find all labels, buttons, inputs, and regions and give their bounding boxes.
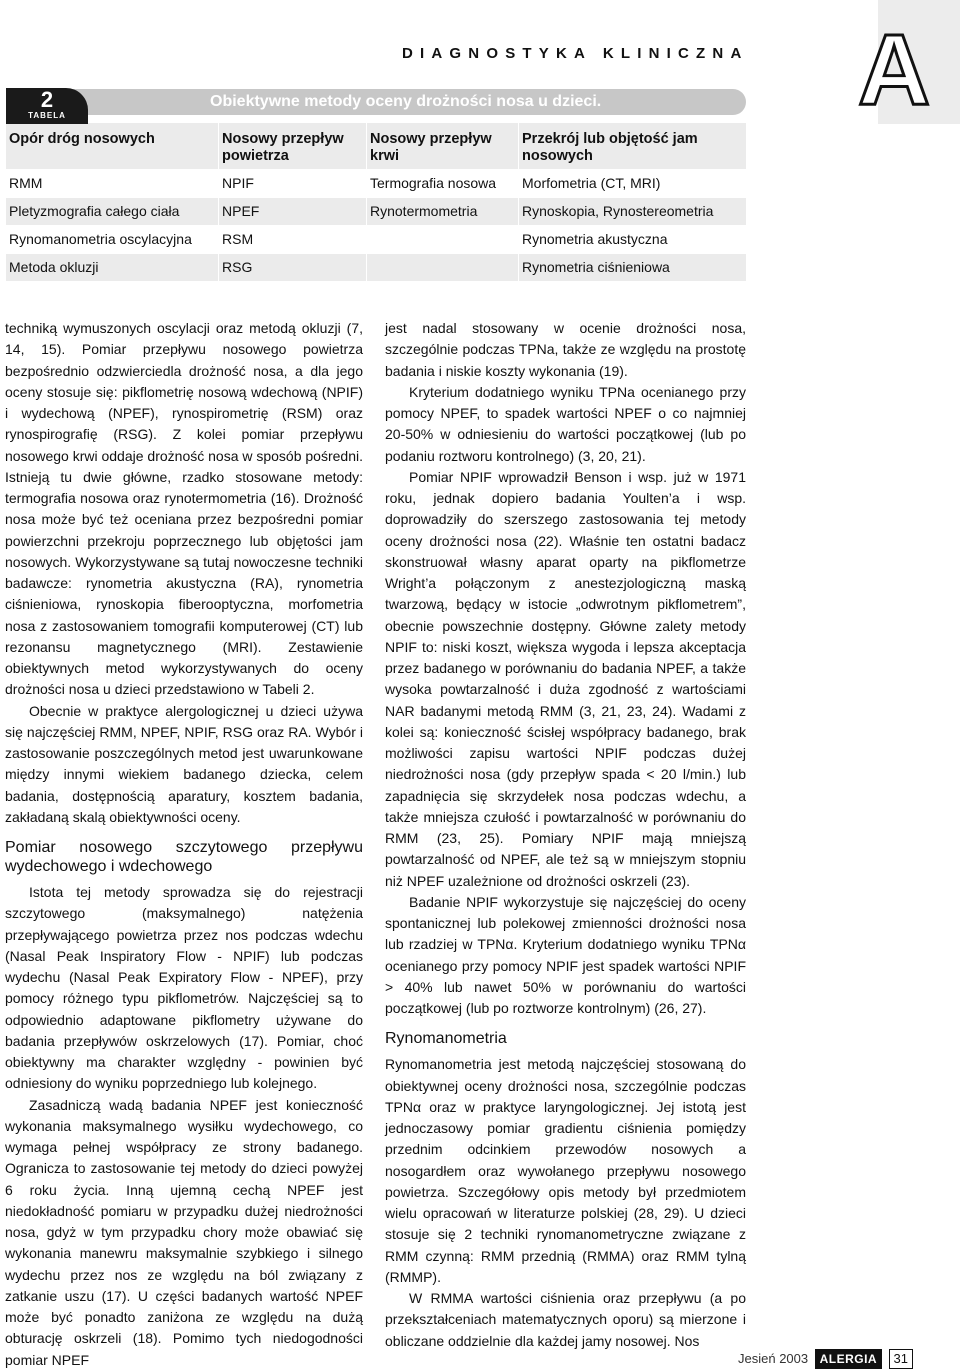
paragraph: Zasadniczą wadą badania NPEF jest konieczność wykonania maksymalnego wysiłku wydechowego, co wymaga pełnej współpracy ze strony badanego. Ogranicza to zastosowanie tej metody do dzieci powyżej 6 roku życia. Inną ujemną cechą NPEF jest niedokładność pomiaru w przypadku dużej niedrożności nosa, gdyż w tym przypadku chory może obawiać się wykonania manewru maksymalnie szybkiego i silnego wydechu przez nos ze względu na ból związany z zatkanie uszu (17). U części badanych wartość NPEF może być ponadto zaniżona ze względu na dużą obturację oskrzeli (18). Pomimo tych niedogodności pomiar NPEF [5,1096,363,1368]
page-footer [738,1349,913,1369]
paragraph: Kryterium dodatniego wyniku TPNa ocenianego przy pomocy NPEF, to spadek wartości NPEF o co najmniej 20-50% w odniesieniu do wartości początkowej (lub po podaniu roztworu kontrolnego) (3, 20, 21). [385,383,746,464]
table-header-cell: Opór dróg nosowych [6,123,218,169]
paragraph: jest nadal stosowany w ocenie drożności nosa, szczególnie podczas TPNa, także ze względu na prostotę badania i niskie koszty wykonania (19). [385,320,746,379]
table-row [6,170,746,197]
table-header-row [6,123,746,169]
section-heading: Rynomanometria [385,1030,507,1048]
paragraph: Pomiar NPIF wprowadził Benson i wsp. już w 1971 roku, jednak dopiero badania Youlten’a i wsp. doprowadziły do szerszego zastosowania tej metody oceny drożności nosa (22). Właśnie ten ostatni badacz skonstruował własny aparat oparty na pikflometrze Wright’a połączonym z anestezjologiczną maską twarzową, będący w istocie „odwrotnym pikflometrem”, obecnie powszechnie dostępny. Główne zalety metody NPIF to: niski koszt, większa wygoda i lepsza akceptacja przez badanego w porównaniu do badania NPEF, a także wysoka powtarzalność i duża zgodność z wartościami NAR badanymi metodą RMM (3, 21, 23, 24). Wadami z kolei są: konieczność ścisłej współpracy badanego, brak możliwości zapisu wartości NPIF podczas dużej niedrożności nosa (gdy przepływ spada < 20 l/min.) lub zapadnięcia się skrzydełek nosa podczas wdechu, a także mniejsza czułość i powtarzalność w porównaniu do RMM (23, 25). Pomiary NPIF mają mniejszą powtarzalność od NPEF, ale też są w mniejszym stopniu niż NPEF uzależnione od drożności oskrzeli (23). [385,468,746,889]
table-row [6,226,746,253]
table-badge [6,88,88,124]
paragraph: W RMMA wartości ciśnienia oraz przepływu (a po przekształceniach matematycznych oporu) są mierzone i obliczane oddzielnie dla każdej jamy nosowej. Nos [385,1290,746,1349]
table-cell: Rynometria ciśnieniowa [518,254,746,281]
table-cell: Rynometria akustyczna [518,226,746,253]
left-column [5,318,363,1371]
table-cell: Rynomanometria oscylacyjna [9,231,192,247]
corner-letter-logo: A [858,14,931,126]
table-cell: Rynotermometria [366,198,518,225]
table-cell: Termografia nosowa [366,170,518,197]
methods-table [6,88,746,282]
table-cell: NPIF [218,170,366,197]
paragraph: Badanie NPIF wykorzystuje się najczęściej do oceny spontanicznej lub polekowej zmienności drożności nosa lub rzadziej w TPNα. Kryterium dodatniego wyniku TPNα ocenianego przy pomocy NPIF jest spadek wartości NPIF > 40% lub nawet 50% w porównaniu do wartości początkowej (lub po roztworze kontrolnym) (26, 27). [385,893,746,1016]
table-cell: Rynoskopia, Rynostereometria [518,198,746,225]
page-number: 31 [889,1349,913,1369]
table-number: 2 [40,87,54,112]
table-header-cell: Nosowy przepływ krwi [366,123,518,169]
footer-brand: ALERGIA [815,1349,883,1369]
table-cell: RMM [9,175,43,191]
section-heading: Pomiar nosowego szczytowego przepływu wydechowego i wdechowego [5,839,363,875]
table-cell: RSG [218,254,366,281]
table-cell: Morfometria (CT, MRI) [518,170,746,197]
section-header: DIAGNOSTYKA KLINICZNA [402,45,749,62]
table-body [6,122,746,282]
footer-date: Jesień 2003 [738,1351,809,1366]
table-cell [366,254,518,281]
table-cell: Metoda okluzji [6,254,218,281]
table-titlebar [6,88,746,124]
table-cell: RSM [218,226,366,253]
table-header-cell: Nosowy przepływ powietrza [218,123,366,169]
paragraph: techniką wymuszonych oscylacji oraz metodą okluzji (7, 14, 15). Pomiar przepływu nosowego powietrza bezpośrednio odzwierciedla drożność nosa, a dla jego oceny stosuje się: pikflometrię nosową wdechową (NPIF) i wydechową (NPEF), rynospirometrię (RSM) oraz rynospirografię (RSG). Z kolei pomiar przepływu nosowego krwi oddaje drożność nosa w sposób pośredni. Istnieją tu dwie główne, rzadko stosowane metody: termografia nosowa oraz rynotermometria (16). Drożność nosa może być też oceniana przez bezpośredni pomiar powierzchni przekroju poprzecznego lub objętości jam nosowych. Wykorzystywane są tutaj nowoczesne techniki badawcze: rynometria akustyczna (RA), rynometria ciśnieniowa, rynoskopia fiberooptyczna, morfometria nosa z zastosowaniem tomografii komputerowej (CT) lub rezonansu magnetycznego (MRI). Zestawienie obiektywnych metod wykorzystywanych do oceny drożności nosa u dzieci przedstawiono w Tabeli 2. [5,320,363,698]
paragraph: Istota tej metody sprowadza się do rejestracji szczytowego (maksymalnego) natężenia przepływającego powietrza przez nos podczas wdechu (Nasal Peak Inspiratory Flow - NPIF) lub podczas wydechu (Nasal Peak Expiratory Flow - NPEF), przy pomocy różnego typu pikflometrów. Najczęściej są to odpowiednio adaptowane pikflometry używane do badania przepływów oskrzelowych (17). Pomiar, choć obiektywny ma charakter względny - powinien być odniesiony do wyniku poprzedniego lub kolejnego. [5,884,363,1092]
table-cell [366,226,518,253]
table-row [6,254,746,281]
table-header-cell: Przekrój lub objętość jam nosowych [518,123,746,169]
table-title: Obiektywne metody oceny drożności nosa u dzieci. [210,93,602,110]
paragraph: Rynomanometria jest metodą najczęściej stosowaną do obiektywnej oceny drożności nosa, szczególnie podczas TPNα oraz w praktyce laryngologicznej. Jej istotą jest jednoczasowy pomiar gradientu ciśnienia pomiędzy przednim odcinkiem przewodów nosowych a nosogardłem oraz wywołanego przepływu nosowego powietrza. Szczegółowy opis metody był przedmiotem wielu opracowań w literaturze polskiej (28, 29). U dzieci stosuje się 2 techniki rynomanometryczne związane z RMM czynną: RMM przednią (RMMA) oraz RMM tylną (RMMP). [385,1056,746,1285]
paragraph: Obecnie w praktyce alergologicznej u dzieci używa się najczęściej RMM, NPEF, NPIF, RSG oraz RA. Wybór i zastosowanie poszczególnych metod jest uwarunkowane między innymi wiekiem badanego dziecka, celem badania, dostępnością aparatury, kosztem badania, zakładaną skalą obiektywności oceny. [5,702,363,825]
right-column [385,318,746,1352]
table-cell: NPEF [218,198,366,225]
table-label: TABELA [28,111,66,120]
table-row [6,198,746,225]
table-cell: Pletyzmografia całego ciała [6,198,218,225]
